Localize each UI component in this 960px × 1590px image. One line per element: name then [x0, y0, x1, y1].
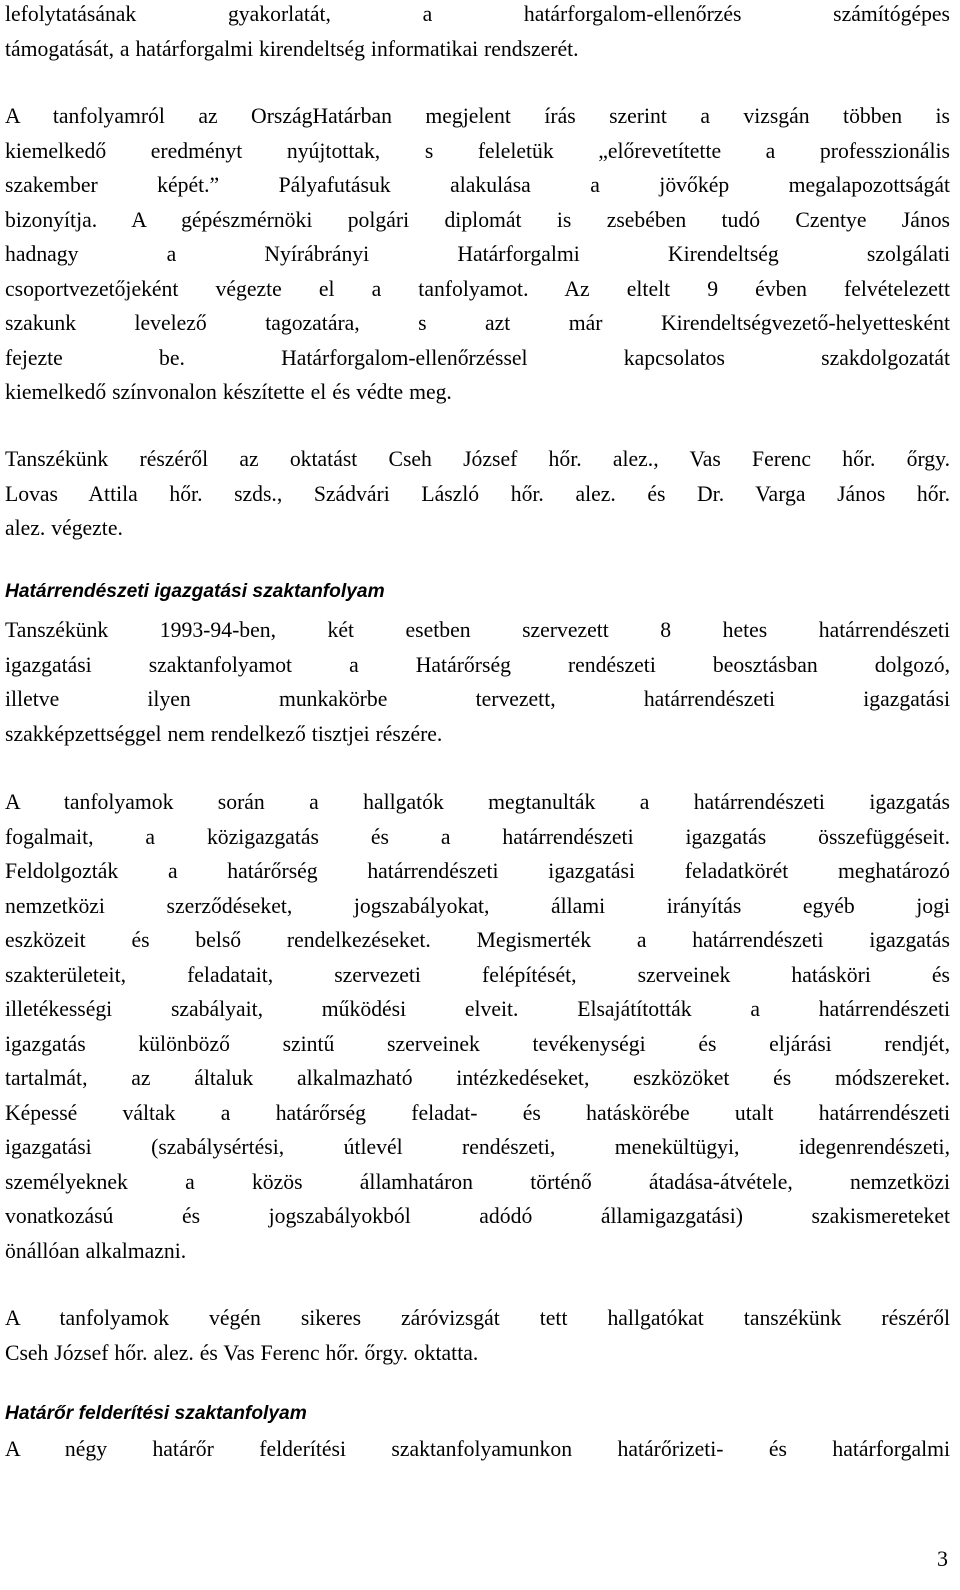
paragraph-continuation — [5, 0, 950, 66]
paragraph-course-results — [5, 99, 950, 410]
text-line: vonatkozású és jogszabályokból adódó államigazgatási) szakismereteket — [5, 1204, 950, 1228]
text-line: A tanfolyamról az OrszágHatárban megjelent írás szerint a vizsgán többen is — [5, 104, 950, 128]
section-heading: Határrendészeti igazgatási szaktanfolyam — [5, 581, 385, 602]
text-line: Képessé váltak a határőrség feladat- és hatáskörébe utalt határrendészeti — [5, 1100, 950, 1125]
text-line: igazgatás különböző szintű szerveinek tevékenységi és eljárási rendjét, — [5, 1031, 950, 1056]
paragraph-course-content — [5, 785, 950, 1268]
text-line: Tanszékünk 1993-94-ben, két esetben szervezett 8 hetes határrendészeti — [5, 618, 950, 642]
paragraph-course-intro — [5, 613, 950, 751]
text-line: tartalmát, az általuk alkalmazható intézkedéseket, eszközöket és módszereket. — [5, 1066, 950, 1090]
text-line: kiemelkedő eredményt nyújtottak, s feleletük „előrevetítette a professzionális — [5, 138, 950, 163]
text-line: alez. végezte. — [5, 516, 123, 540]
text-line: lefolytatásának gyakorlatát, a határforgalom-ellenőrzés számítógépes — [5, 2, 950, 26]
text-line: A tanfolyamok során a hallgatók megtanulták a határrendészeti igazgatás — [5, 790, 950, 814]
paragraph-instructors — [5, 442, 950, 546]
text-line: személyeknek a közös államhatáron történő átadása-átvétele, nemzetközi — [5, 1169, 950, 1194]
text-line: fogalmait, a közigazgatás és a határrendészeti igazgatás összefüggéseit. — [5, 824, 950, 849]
text-line: kiemelkedő színvonalon készítette el és védte meg. — [5, 380, 452, 404]
text-line: hadnagy a Nyírábrányi Határforgalmi Kirendeltség szolgálati — [5, 242, 950, 266]
paragraph-reconnaissance-course — [5, 1432, 950, 1467]
text-line: csoportvezetőjeként végezte el a tanfolyamot. Az eltelt 9 évben felvételezett — [5, 276, 950, 301]
text-line: önállóan alkalmazni. — [5, 1238, 187, 1263]
text-line: Tanszékünk részéről az oktatást Cseh József hőr. alez., Vas Ferenc hőr. őrgy. — [5, 447, 950, 471]
text-line: A tanfolyamok végén sikeres záróvizsgát tett hallgatókat tanszékünk részéről — [5, 1306, 950, 1330]
text-line: Cseh József hőr. alez. és Vas Ferenc hőr. őrgy. oktatta. — [5, 1340, 479, 1365]
text-line: illetékességi szabályait, működési elveit. Elsajátították a határrendészeti — [5, 997, 950, 1021]
page-number: 3 — [937, 1546, 948, 1571]
text-line: igazgatási szaktanfolyamot a Határőrség rendészeti beosztásban dolgozó, — [5, 652, 950, 677]
text-line: Lovas Attila hőr. szds., Szádvári László hőr. alez. és Dr. Varga János hőr. — [5, 481, 950, 506]
text-line: A négy határőr felderítési szaktanfolyamunkon határőrizeti- és határforgalmi — [5, 1437, 950, 1461]
text-line: bizonyítja. A gépészmérnöki polgári diplomát is zsebében tudó Czentye János — [5, 207, 950, 232]
text-line: eszközeit és belső rendelkezéseket. Megismerték a határrendészeti igazgatás — [5, 928, 950, 952]
text-line: nemzetközi szerződéseket, jogszabályokat, állami irányítás egyéb jogi — [5, 893, 950, 918]
text-line: fejezte be. Határforgalom-ellenőrzéssel kapcsolatos szakdolgozatát — [5, 345, 950, 370]
text-line: igazgatási (szabálysértési, útlevél rendészeti, menekültügyi, idegenrendészeti, — [5, 1135, 950, 1159]
text-line: Feldolgozták a határőrség határrendészeti igazgatási feladatkörét meghatározó — [5, 859, 950, 883]
section-heading: Határőr felderítési szaktanfolyam — [5, 1403, 307, 1424]
text-line: illetve ilyen munkakörbe tervezett, határrendészeti igazgatási — [5, 687, 950, 711]
text-line: szakterületeit, feladatait, szervezeti felépítését, szerveinek hatásköri és — [5, 962, 950, 987]
text-line: szakember képét.” Pályafutásuk alakulása a jövőkép megalapozottságát — [5, 173, 950, 197]
text-line: szakképzettséggel nem rendelkező tisztjei részére. — [5, 721, 443, 746]
text-line: támogatását, a határforgalmi kirendeltség informatikai rendszerét. — [5, 36, 579, 61]
paragraph-final-exam — [5, 1301, 950, 1370]
text-line: szakunk levelező tagozatára, s azt már Kirendeltségvezető-helyettesként — [5, 311, 950, 335]
